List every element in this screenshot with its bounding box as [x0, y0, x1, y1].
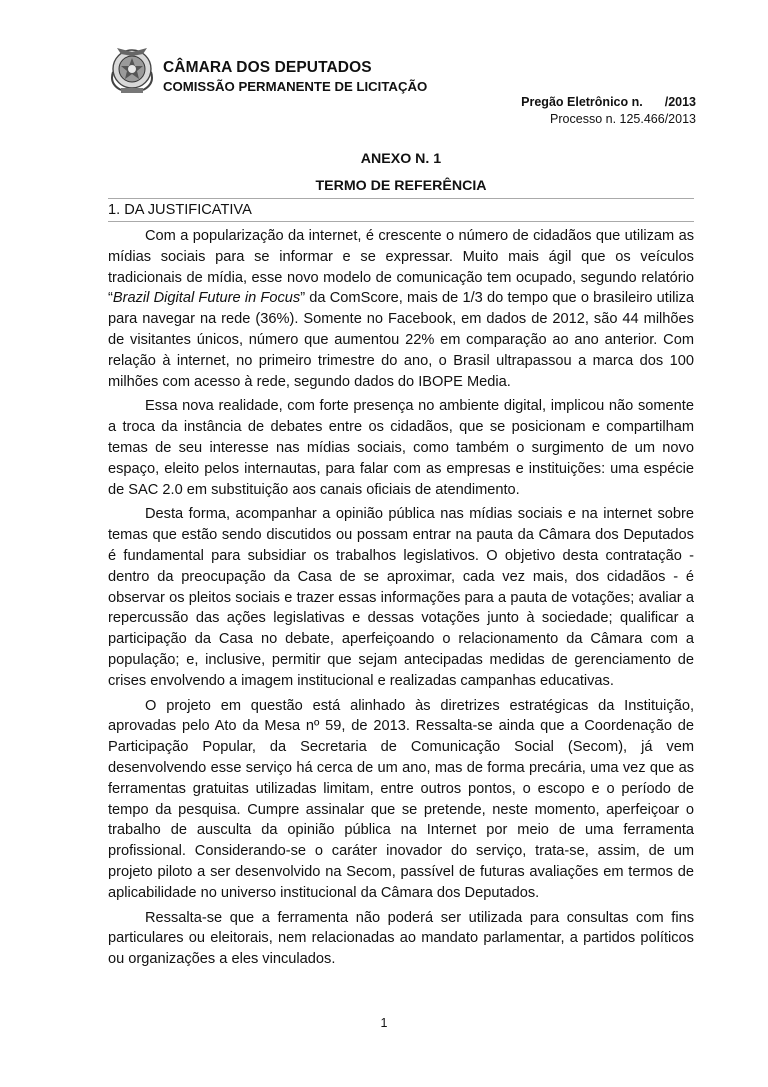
coat-of-arms-seal	[107, 42, 157, 96]
process-reference	[521, 94, 696, 128]
institution-block	[163, 58, 427, 96]
annex-title: ANEXO N. 1	[360, 151, 442, 167]
section-heading: 1. DA JUSTIFICATIVA	[108, 198, 694, 222]
document-body	[108, 226, 694, 974]
pregao-line	[521, 94, 696, 111]
page-number: 1	[380, 1016, 388, 1030]
paragraph-5: Ressalta-se que a ferramenta não poderá ser utilizada para consultas com fins particulares ou eleitorais, nem relacionadas ao mandato parlamentar, a partidos políticos ou organizações a eles vinculados.	[108, 909, 694, 968]
paragraph-3: Desta forma, acompanhar a opinião pública nas mídias sociais e na internet sobre temas que estão sendo discutidos ou possam entrar na pauta da Câmara dos Deputados é fundamental para subsidiar os trabalhos legislativos. O objetivo desta contratação - dentro da preocupação da Casa de se aproximar, cada vez mais, dos cidadãos - é observar os pleitos sociais e trazer essas informações para a pauta de votações; avaliar a repercussão das ações legislativas e dessas votações junto à sociedade; qualificar a participação da Casa no debate, aperfeiçoando o relacionamento da Câmara com a população; e, inclusive, permitir que sejam antecipadas medidas de gerenciamento de crises envolvendo a imagem institucional e realizadas campanhas educativas.	[108, 506, 694, 689]
paragraph-4: O projeto em questão está alinhado às diretrizes estratégicas da Instituição, aprovadas pelo Ato da Mesa nº 59, de 2013. Ressalta-se ainda que a Coordenação de Participação Popular, da Secretaria de Comunicação Social (Secom), já vem desenvolvendo esse serviço há cerca de um ano, mas de forma precária, uma vez que as ferramentas gratuitas utilizadas limitam, entre outros pontos, o escopo e o período de tempo da pesquisa. Cumpre assinalar que se pretende, neste momento, aperfeiçoar o trabalho de ausculta da opinião pública na Internet por meio de uma ferramenta profissional. Considerando-se o caráter inovador do serviço, trata-se, assim, de um projeto piloto a ser desenvolvido na Secom, passível de futuras avaliações em termos de aplicabilidade no universo institucional da Câmara dos Deputados.	[108, 697, 694, 901]
institution-name: CÂMARA DOS DEPUTADOS	[163, 59, 372, 76]
paragraph-1-text-a: Com a popularização da internet, é crescente o número de cidadãos que utilizam as mídias sociais para se informar e se expressar. Muito mais ágil que os veículos tradicionais de mídia, esse novo modelo de comunicação tem ocupado, segundo relatório “	[108, 228, 694, 307]
pregao-label: Pregão Eletrônico n.	[521, 95, 643, 109]
pregao-year: /2013	[664, 95, 696, 109]
paragraph-1	[108, 226, 694, 392]
paragraph-2: Essa nova realidade, com forte presença no ambiente digital, implicou não somente a troca da instância de debates entre os cidadãos, que se posicionam e compartilham temas de seu interesse nas mídias sociais, como também o surgimento de um novo espaço, eleito pelos internautas, para falar com as empresas e instituições: uma espécie de SAC 2.0 em substituição aos canais oficiais de atendimento.	[108, 398, 694, 498]
paragraph-1-text-b: ” da ComScore, mais de 1/3 do tempo que o brasileiro utiliza para navegar na rede (36%). Somente no Facebook, em dados de 2012, são 44 milhões de visitantes únicos, número que aumentou 22% em comparação ao ano anterior. Com relação à internet, no primeiro trimestre do ano, o Brasil ultrapassou a marca dos 100 milhões com acesso à rede, segundo dados do IBOPE Media.	[108, 290, 694, 390]
report-title-italic: Brazil Digital Future in Focus	[112, 290, 301, 307]
department-name: COMISSÃO PERMANENTE DE LICITAÇÃO	[163, 79, 428, 94]
document-subtitle: TERMO DE REFERÊNCIA	[315, 178, 487, 194]
document-titles	[108, 146, 694, 200]
processo-number: Processo n. 125.466/2013	[550, 112, 696, 126]
